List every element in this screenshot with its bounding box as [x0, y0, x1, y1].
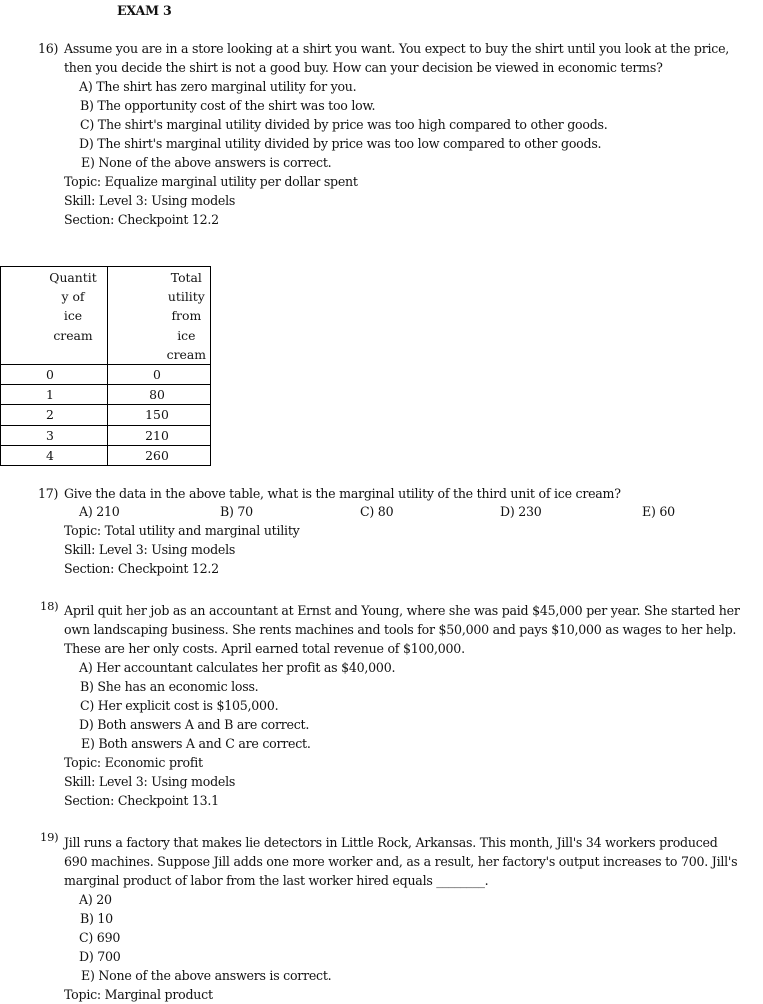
header-text: utility: [167, 289, 205, 305]
answer-option-d: D) Both answers A and B are correct.: [79, 717, 310, 732]
header-text: Quantit: [49, 270, 97, 285]
answer-option-d: D) The shirt's marginal utility divided by price was too low compared to other goods.: [79, 136, 602, 151]
cell-quantity: 2: [1, 405, 108, 425]
answer-option-e: E) None of the above answers is correct.: [81, 155, 332, 170]
question-stem-line: Jill runs a factory that makes lie detectors in Little Rock, Arkansas. This month, Jill's 34 workers produced: [64, 835, 718, 850]
answer-option-b: B) 70: [220, 504, 253, 519]
answer-option-a: A) The shirt has zero marginal utility for you.: [79, 79, 357, 94]
cell-quantity: 4: [1, 445, 108, 465]
header-text: ice: [177, 327, 196, 343]
header-text: cream: [166, 346, 206, 362]
answer-option-a: A) Her accountant calculates her profit as $40,000.: [79, 660, 396, 675]
table-row: [1, 405, 211, 425]
header-text: Total: [170, 270, 202, 285]
question-skill: Skill: Level 3: Using models: [64, 193, 236, 208]
cell-quantity: 0: [1, 365, 108, 385]
header-text: from: [171, 308, 202, 324]
answer-option-b: B) The opportunity cost of the shirt was too low.: [80, 98, 376, 113]
table-row: [1, 445, 211, 465]
question-section: Section: Checkpoint 12.2: [64, 212, 219, 227]
header-text: y of: [61, 289, 85, 305]
cell-quantity: 1: [1, 385, 108, 405]
answer-option-b: B) 10: [80, 911, 113, 926]
cell-quantity: 3: [1, 425, 108, 445]
answer-option-e: E) None of the above answers is correct.: [81, 968, 332, 983]
cell-total-utility: 260: [108, 445, 211, 465]
cell-total-utility: 80: [108, 385, 211, 405]
question-stem-line: own landscaping business. She rents machines and tools for $50,000 and pays $10,000 as wages to her help.: [64, 622, 737, 637]
question-section: Section: Checkpoint 13.1: [64, 793, 219, 808]
cell-total-utility: 150: [108, 405, 211, 425]
question-skill: Skill: Level 3: Using models: [64, 774, 236, 789]
question-stem-line: marginal product of labor from the last worker hired equals ________.: [64, 873, 489, 888]
cell-total-utility: 210: [108, 425, 211, 445]
table-row: [1, 385, 211, 405]
exam-title: EXAM 3: [117, 3, 172, 18]
answer-option-c: C) The shirt's marginal utility divided by price was too high compared to other goods.: [80, 117, 608, 132]
question-section: Section: Checkpoint 12.2: [64, 561, 219, 576]
answer-option-a: A) 210: [79, 504, 120, 519]
question-topic: Topic: Total utility and marginal utility: [64, 523, 300, 538]
question-stem-line: then you decide the shirt is not a good buy. How can your decision be viewed in economic terms?: [64, 60, 663, 75]
ice-cream-utility-table: [0, 266, 211, 466]
answer-option-b: B) She has an economic loss.: [80, 679, 259, 694]
question-number: 17): [38, 486, 59, 501]
answer-option-a: A) 20: [79, 892, 112, 907]
cell-total-utility: 0: [108, 365, 211, 385]
question-stem-line: 690 machines. Suppose Jill adds one more worker and, as a result, her factory's output increases to 700. Jill's: [64, 854, 738, 869]
question-stem-line: April quit her job as an accountant at Ernst and Young, where she was paid $45,000 per year. She started her: [64, 603, 740, 618]
question-topic: Topic: Economic profit: [64, 755, 203, 770]
answer-option-c: C) Her explicit cost is $105,000.: [80, 698, 279, 713]
question-skill: Skill: Level 3: Using models: [64, 542, 236, 557]
question-stem-line: These are her only costs. April earned total revenue of $100,000.: [64, 641, 465, 656]
question-stem-line: Give the data in the above table, what is the marginal utility of the third unit of ice cream?: [64, 486, 621, 501]
table-header-row: [1, 267, 211, 365]
answer-option-d: D) 700: [79, 949, 121, 964]
answer-option-c: C) 690: [79, 930, 121, 945]
question-number: 18): [40, 599, 59, 613]
question-stem-line: Assume you are in a store looking at a shirt you want. You expect to buy the shirt until you look at the price,: [64, 41, 730, 56]
question-number: 16): [38, 41, 59, 56]
answer-option-d: D) 230: [500, 504, 542, 519]
question-number: 19): [40, 830, 59, 844]
header-quantity: [1, 267, 108, 365]
answer-option-e: E) 60: [642, 504, 675, 519]
answer-option-e: E) Both answers A and C are correct.: [81, 736, 311, 751]
header-text: ice: [63, 308, 83, 324]
table-row: [1, 365, 211, 385]
header-total-utility: [108, 267, 211, 365]
header-text: cream: [53, 327, 93, 343]
table-row: [1, 425, 211, 445]
answer-option-c: C) 80: [360, 504, 394, 519]
question-topic: Topic: Marginal product: [64, 987, 213, 1002]
question-topic: Topic: Equalize marginal utility per dollar spent: [64, 174, 358, 189]
